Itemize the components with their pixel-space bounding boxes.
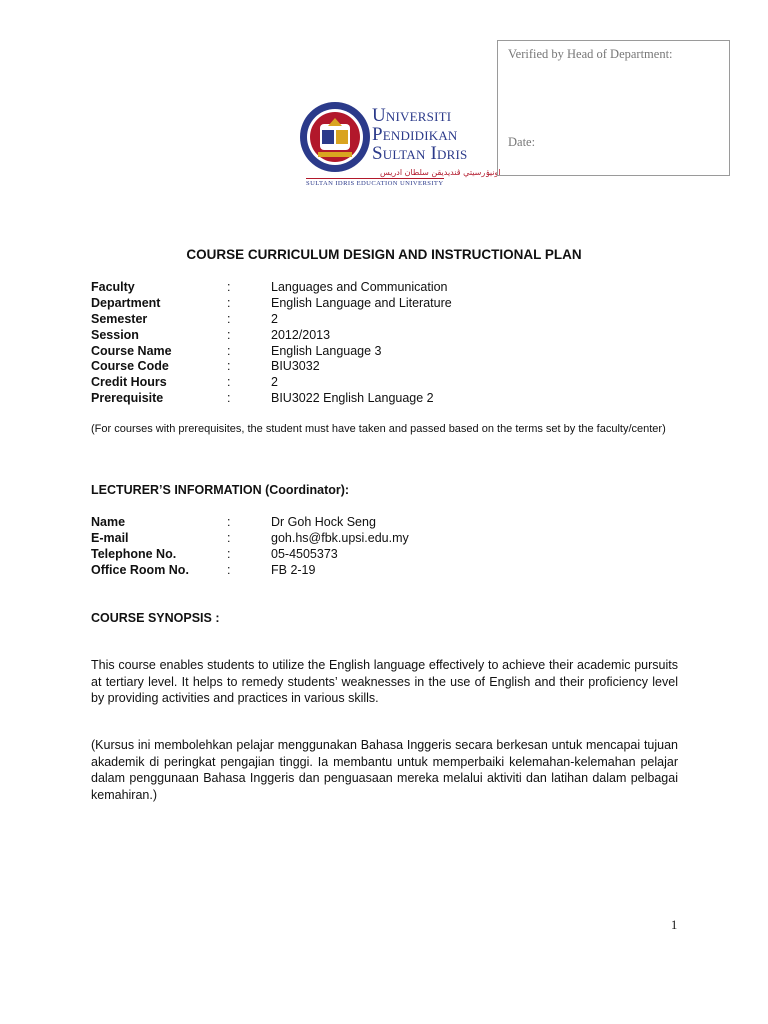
university-logo xyxy=(296,92,501,212)
course-info-row xyxy=(91,296,452,312)
lecturer-info-row xyxy=(91,563,409,579)
course-info-row xyxy=(91,312,452,328)
prerequisite-note: (For courses with prerequisites, the student must have taken and passed based on the terms set by the faculty/center) xyxy=(91,423,666,435)
email-value: goh.hs@fbk.upsi.edu.my xyxy=(271,530,409,545)
info-colon: : xyxy=(227,295,231,310)
info-label: Session xyxy=(91,327,139,342)
university-crest-icon xyxy=(298,100,372,174)
course-info-table xyxy=(91,280,452,407)
course-info-row xyxy=(91,391,452,407)
info-label: Credit Hours xyxy=(91,375,167,390)
info-value: BIU3032 xyxy=(271,359,320,374)
info-colon: : xyxy=(227,530,231,545)
synopsis-heading: COURSE SYNOPSIS : xyxy=(91,611,220,625)
info-label: E-mail xyxy=(91,530,129,545)
info-label: Course Code xyxy=(91,359,169,374)
logo-jawi-text: اونيۏرسيتي ڤنديديقن سلطان ادريس xyxy=(380,168,501,177)
info-label: Course Name xyxy=(91,343,172,358)
info-label: Telephone No. xyxy=(91,546,177,561)
synopsis-malay: (Kursus ini membolehkan pelajar menggunakan Bahasa Inggeris secara berkesan untuk mencapai tujuan akademik di peringkat pengajian tinggi. Ia membantu untuk memperbaiki kelemahan-kelemahan pelajar dalam penggunaan Bahasa Inggeris dan penguasaan mereka melalui aktiviti dan latihan dalam pelbagai kemahiran.) xyxy=(91,738,678,802)
logo-wordmark-line: Pendidikan xyxy=(372,124,458,145)
lecturer-info-row xyxy=(91,547,409,563)
lecturer-heading: LECTURER’S INFORMATION (Coordinator): xyxy=(91,483,350,497)
synopsis-english: This course enables students to utilize the English language effectively to achieve their academic pursuits at tertiary level. It helps to remedy students’ weaknesses in the use of English and their proficiency level by providing activities and practices in various skills. xyxy=(91,658,678,705)
document-title: COURSE CURRICULUM DESIGN AND INSTRUCTIONAL PLAN xyxy=(186,247,582,262)
info-value: BIU3022 English Language 2 xyxy=(271,391,434,406)
info-label: Name xyxy=(91,515,126,529)
course-info-row xyxy=(91,375,452,391)
info-label: Office Room No. xyxy=(91,562,189,577)
info-value: 2 xyxy=(271,375,278,390)
course-info-row xyxy=(91,344,452,360)
lecturer-info-row xyxy=(91,531,409,547)
info-colon: : xyxy=(227,375,231,390)
info-label: Department xyxy=(91,295,161,310)
info-colon: : xyxy=(227,359,231,374)
info-value: English Language and Literature xyxy=(271,295,452,310)
page-number: 1 xyxy=(671,918,678,932)
logo-subtitle: SULTAN IDRIS EDUCATION UNIVERSITY xyxy=(306,180,444,187)
info-label: Prerequisite xyxy=(91,391,164,406)
info-colon: : xyxy=(227,562,231,577)
lecturer-info-row xyxy=(91,515,409,531)
info-colon: : xyxy=(227,280,231,294)
course-info-row xyxy=(91,328,452,344)
info-colon: : xyxy=(227,327,231,342)
verification-box xyxy=(497,40,730,176)
info-colon: : xyxy=(227,311,231,326)
info-label: Faculty xyxy=(91,280,135,294)
info-value: 2012/2013 xyxy=(271,327,331,342)
info-colon: : xyxy=(227,515,231,529)
logo-wordmark-line: Sultan Idris xyxy=(372,143,468,164)
info-value: Dr Goh Hock Seng xyxy=(271,515,376,529)
info-value: English Language 3 xyxy=(271,343,382,358)
logo-wordmark-line: Universiti xyxy=(372,105,452,126)
lecturer-info-table xyxy=(91,515,409,579)
info-value: 2 xyxy=(271,311,278,326)
date-label: Date: xyxy=(508,135,536,149)
info-colon: : xyxy=(227,343,231,358)
info-colon: : xyxy=(227,546,231,561)
verified-by-label: Verified by Head of Department: xyxy=(508,47,673,61)
logo-wordmark xyxy=(372,106,467,163)
info-value: FB 2-19 xyxy=(271,562,316,577)
course-info-row xyxy=(91,280,452,296)
info-value: 05-4505373 xyxy=(271,546,338,561)
course-info-row xyxy=(91,359,452,375)
info-colon: : xyxy=(227,391,231,406)
info-value: Languages and Communication xyxy=(271,280,448,294)
info-label: Semester xyxy=(91,311,148,326)
